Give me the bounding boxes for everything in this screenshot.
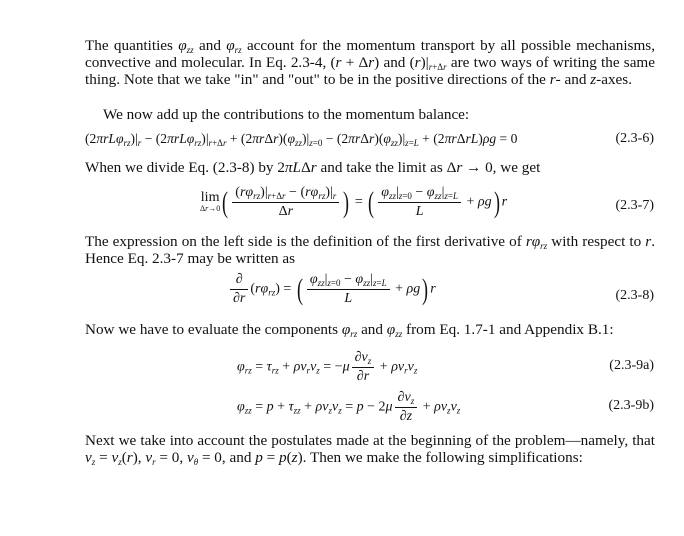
paragraph-evaluate-components: Now we have to evaluate the components $\varphi_{rz}$ and $\varphi_{zz}$ from Eq. 1.7-1 and Appendix B.1: [85,321,614,339]
equation-2-3-7: lim Δr→0 ( $\frac{(r\varphi_{rz})|_{r+\Delta r} - (r\varphi_{rz})|_r}{\Delta r}$ ) = ( $\frac{\varphi_{zz}|_{z=0} - \varphi_{zz}|_{z=L}}{L}$ + ρg) r [200,185,508,219]
equation-number-2-3-7: (2.3-7) [615,198,654,213]
equation-2-3-9a: $\varphi_{rz} = \tau_{rz} + \rho v_rv_z = -\mu$ $\frac{\partial v_z}{\partial r}$ + $\rho v_rv_z$ [237,350,418,384]
equation-number-2-3-9b: (2.3-9b) [608,398,654,413]
equation-2-3-6: $(2\pi rL\varphi_{rz})|_r - (2\pi rL\varphi_{rz})|_{r+\Delta r} + (2\pi r\Delta r)(\varphi_{zz})|_{z=0} - (2\pi r\Delta r)(\varphi_{zz})|_{z=L} + (2\pi r\Delta rL)\rho g = 0$ [85,131,518,148]
equation-number-2-3-9a: (2.3-9a) [609,358,654,373]
paragraph-divide-limit: When we divide Eq. (2.3-8) by 2πLΔr and take the limit as Δr → 0, we get [85,159,541,176]
paragraph-momentum-quantities: The quantities $\varphi_{zz}$ and $\varphi_{rz}$ account for the momentum transport by all possible mechanisms, convective and molecular. In Eq. 2.3-4, (r + Δr) and $(r)|_{r+\Delta r}$ are two ways of writing the same thing. Note that we take "in" and "out" to be in the positive directions of the r- and z-axes. [85,37,655,88]
equation-number-2-3-8: (2.3-8) [615,288,654,303]
paragraph-add-contributions: We now add up the contributions to the momentum balance: [103,106,470,123]
equation-number-2-3-6: (2.3-6) [615,131,654,146]
equation-2-3-9b: $\varphi_{zz} = p + \tau_{zz} + \rho v_zv_z = p - 2\mu$ $\frac{\partial v_z}{\partial z}$ + $\rho v_zv_z$ [237,390,461,424]
paragraph-postulates: Next we take into account the postulates made at the beginning of the problem—namely, that $v_z = v_z(r)$, $v_r = 0$, $v_\theta = 0$, and p = p(z). Then we make the following simplifications: [85,432,655,467]
paragraph-first-derivative: The expression on the left side is the definition of the first derivative of $r\varphi_{rz}$ with respect to r. Hence Eq. 2.3-7 may be written as [85,233,655,267]
equation-2-3-8: $\frac{\partial}{\partial r}$ $(r\varphi_{rz})$ = ( $\frac{\varphi_{zz}|_{z=0} - \varphi_{zz}|_{z=L}}{L}$ + ρg) r [228,272,436,307]
